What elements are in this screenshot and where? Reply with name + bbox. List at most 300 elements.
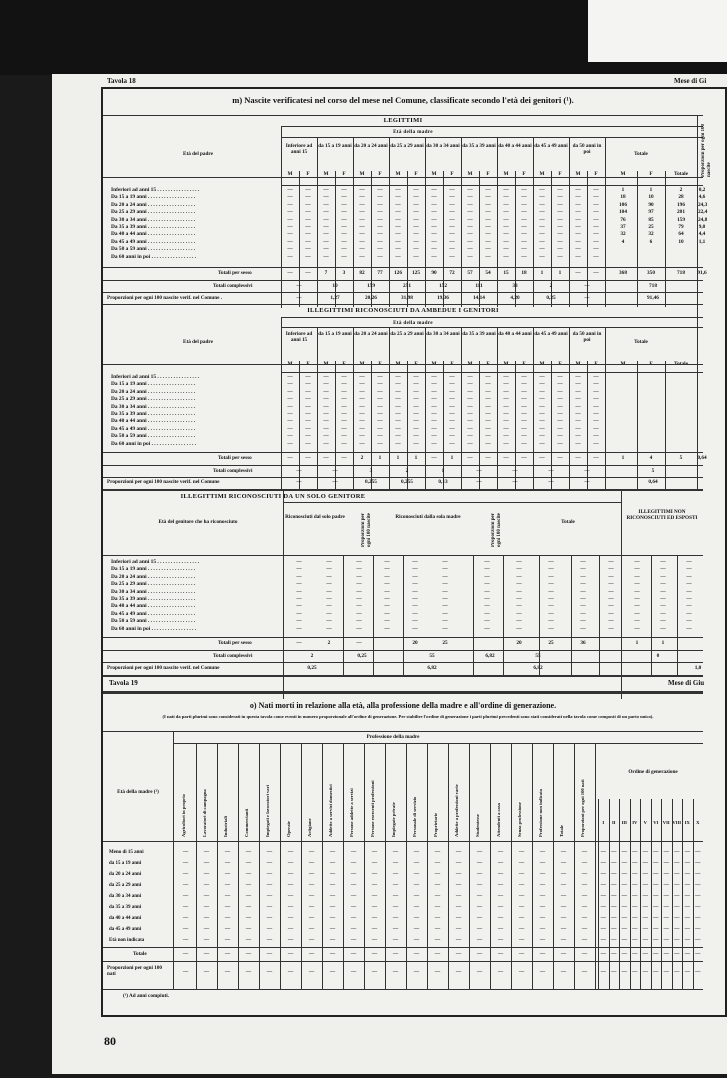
o-footnote: (¹) Ad anni compiuti.: [123, 993, 169, 999]
o-totale-row: Totale: [133, 951, 147, 957]
o-prop-cell: —: [224, 969, 231, 975]
totali-sesso-cell: 1: [378, 455, 382, 461]
proporzioni-cell: 19,36: [437, 295, 449, 301]
ordine-col-header: X: [696, 820, 700, 825]
o-prop-cell: —: [695, 969, 701, 975]
col-f-label: F: [450, 361, 454, 367]
totali-complessivi-cell: —: [332, 468, 338, 474]
o-totale-cell: —: [518, 951, 525, 957]
o-totale-cell: —: [674, 951, 680, 957]
table-cell-column: — — — — — — — — — —: [395, 187, 401, 260]
ill1-eta-madre: Età della madre: [393, 320, 433, 326]
proporzioni-cell: —: [296, 479, 302, 485]
col-m-label: M: [287, 361, 293, 367]
ill1-eta-padre: Età del padre: [183, 339, 213, 345]
o-cell-column: — — — — — — — — —: [476, 849, 483, 943]
age-col-header: da 50 anni in poi: [572, 143, 602, 155]
table-cell-column: — — — — — — — — — —: [323, 374, 329, 447]
o-totale-cell: —: [224, 951, 231, 957]
totali-sesso-label: Totali per sesso: [218, 270, 252, 276]
professione-col-header: Attendenti a casa: [496, 803, 501, 837]
col-f-label: F: [306, 171, 310, 177]
table-cell-column: — — — — — — — — — —: [359, 187, 365, 260]
col-f-label: F: [306, 361, 310, 367]
professione-col-header: Professione non indicata: [538, 789, 543, 837]
o-totale-cell: —: [413, 951, 420, 957]
totali-sesso-cell: 90: [431, 270, 437, 276]
table-cell-column: — — — — — — — — — —: [449, 187, 455, 260]
ordine-col-header: V: [643, 820, 647, 825]
o-totale-cell: —: [287, 951, 294, 957]
table-cell-column: — — — — — — — — — —: [593, 187, 599, 260]
ordine-header: Ordine di generazione: [628, 769, 678, 775]
totali-complessivi-cell: —: [296, 283, 302, 289]
col-f-label: F: [558, 171, 562, 177]
o-prop-cell: —: [434, 969, 441, 975]
proporzioni-cell: 91,46: [647, 295, 659, 301]
o-prop-cell: —: [600, 969, 606, 975]
o-totale-cell: —: [560, 951, 567, 957]
o-cell-column: — — — — — — — — —: [581, 849, 588, 943]
ordine-col-header: III: [621, 820, 627, 825]
ordine-col-header: VII: [662, 820, 670, 825]
legittimi-header: LEGITTIMI: [383, 117, 423, 124]
ill2-cell-column: — — — — — — — — — —: [484, 559, 490, 632]
age-col-header: da 15 a 19 anni: [318, 143, 352, 149]
professione-col-header: Proprietarie: [433, 812, 438, 837]
professione-col-header: Persone esercenti professioni: [370, 780, 375, 837]
ill1-totali-complessivi: Totali complessivi: [213, 468, 253, 474]
age-col-header: da 40 a 44 anni: [498, 331, 532, 337]
totali-sesso-cell: 350: [647, 270, 655, 276]
professione-col-header: Persone addette a servizi: [349, 788, 354, 837]
col-m-label: M: [539, 171, 545, 177]
ordine-col-header: I: [602, 820, 605, 825]
ill2-proporzioni-cell: 1,0: [694, 665, 702, 671]
table-cell-column: — — — — — — — — — —: [467, 187, 473, 260]
professione-col-header: Agricoltori in proprio: [181, 794, 186, 837]
o-prop-cell: —: [621, 969, 627, 975]
tot-t-label: Totale: [674, 361, 688, 367]
proporzioni-cell: —: [584, 295, 590, 301]
o-cell-column: — — — — — — — — —: [308, 849, 315, 943]
o-prop-cell: —: [392, 969, 399, 975]
o-totale-cell: —: [663, 951, 669, 957]
age-col-header: da 45 a 49 anni: [534, 143, 568, 149]
age-col-header: da 30 a 34 anni: [426, 143, 460, 149]
col-f-label: F: [486, 171, 490, 177]
o-prop-cell: —: [182, 969, 189, 975]
ill2-totali-sesso: Totali per sesso: [218, 640, 252, 646]
totali-complessivi-label: Totali complessivi: [213, 283, 253, 289]
proporzioni-cell: 0,255: [401, 479, 413, 485]
ill2-rows: Inferiori ad anni 15 . . . . . . . . . . . . . . . . Da 15 a 19 anni . . . . . . . . . . . . . . . . . . Da 20 a 24 anni . . . . . . . . . . . . . . . . . . Da 25 a 29 anni . . . . . . . . . . . . . . . . . . Da 30 a 34 anni . . . . . . . . . . . . . . . . . . Da 35 a 39 anni . . . . . . . . . . . . . . . . . . Da 40 a 44 anni . . . . . . . . . . . . . . . . . . Da 45 a 49 anni . . . . . . . . . . . . . . . . . . Da 50 a 59 anni . . . . . . . . . . . . . . . . . . Da 60 anni in poi . . . . . . . . . . . . . . . . .: [111, 559, 200, 632]
o-prop-cell: —: [581, 969, 588, 975]
ill2-sesso-cell: —: [356, 640, 362, 646]
o-prop-cell: —: [287, 969, 294, 975]
ill2-proporzioni-cell: 0,25: [307, 665, 317, 671]
ill2-cell-column: — — — — — — — — — —: [412, 559, 418, 632]
tot-t-label: Totale: [674, 171, 688, 177]
age-col-header: da 45 a 49 anni: [534, 331, 568, 337]
o-totale-cell: —: [497, 951, 504, 957]
o-cell-column: — — — — — — — — —: [518, 849, 525, 943]
age-col-header: da 35 a 39 anni: [462, 331, 496, 337]
o-prop-cell: —: [684, 969, 690, 975]
age-col-header: da 50 anni in poi: [572, 331, 602, 343]
professione-col-header: Impiegate private: [391, 802, 396, 837]
col-m-label: M: [359, 361, 365, 367]
totale-header: Totale: [634, 151, 648, 157]
o-totale-cell: —: [329, 951, 336, 957]
o-cell-column: — — — — — — — — —: [434, 849, 441, 943]
table-cell-column: — — — — — — — — — —: [485, 187, 491, 260]
o-cell-column: — — — — — — — — —: [539, 849, 546, 943]
ill2-sesso-cell: 25: [548, 640, 554, 646]
professione-col-header: Operaie: [286, 821, 291, 837]
o-prop-cell: —: [497, 969, 504, 975]
tot-t-values: 2 28 196 201 159 79 64 10: [677, 187, 685, 245]
ordine-col-header: IV: [632, 820, 638, 825]
totali-sesso-cell: 77: [377, 270, 383, 276]
totali-complessivi-cell: —: [512, 468, 518, 474]
totali-complessivi-cell: 10: [332, 283, 338, 289]
ill2-prop-madre: Proporzioni per ogni 100 nascite: [491, 513, 502, 547]
o-cell-column: — — — — — — — — —: [329, 849, 336, 943]
o-cell-column: — — — — — — — — —: [663, 849, 669, 943]
o-prop-cell: —: [653, 969, 659, 975]
o-prop-cell: —: [560, 969, 567, 975]
table-cell-column: — — — — — — — — — —: [521, 187, 527, 260]
o-cell-column: — — — — — — — — —: [600, 849, 606, 943]
totali-sesso-cell: —: [467, 455, 473, 461]
age-col-header: da 20 a 24 anni: [354, 143, 388, 149]
ill2-cell-column: — — — — — — — — — —: [356, 559, 362, 632]
professione-col-header: Artigiane: [307, 818, 312, 837]
professione-col-header: Studentesse: [475, 814, 480, 837]
totali-complessivi-cell: —: [296, 468, 302, 474]
table-cell-column: — — — — — — — — — —: [557, 374, 563, 447]
o-cell-column: — — — — — — — — —: [413, 849, 420, 943]
eta-madre-header: Età della madre: [393, 129, 433, 135]
proporzioni-cell: —: [548, 479, 554, 485]
col-f-label: F: [594, 361, 598, 367]
month-top: Mese di Gi: [674, 77, 707, 85]
o-cell-column: — — — — — — — — —: [371, 849, 378, 943]
professione-col-header: Senza professione: [517, 802, 522, 837]
table-cell-column: — — — — — — — — — —: [539, 187, 545, 260]
totali-sesso-cell: 368: [619, 270, 627, 276]
o-totale-cell: —: [392, 951, 399, 957]
tot-pct-values: 0,2 4,6 24,3 22,4 24,8 9,0 4,4 1,1: [698, 187, 708, 245]
ill2-sesso-cell: 36: [580, 640, 586, 646]
section-m-rows: Inferiori ad anni 15 . . . . . . . . . . . . . . . . Da 15 a 19 anni . . . . . . . . . . . . . . . . . . Da 20 a 24 anni . . . . . . . . . . . . . . . . . . Da 25 a 29 anni . . . . . . . . . . . . . . . . . . Da 30 a 34 anni . . . . . . . . . . . . . . . . . . Da 35 a 39 anni . . . . . . . . . . . . . . . . . . Da 40 a 44 anni . . . . . . . . . . . . . . . . . . Da 45 a 49 anni . . . . . . . . . . . . . . . . . . Da 50 a 59 anni . . . . . . . . . . . . . . . . . . Da 60 anni in poi . . . . . . . . . . . . . . . . .: [111, 187, 200, 260]
col-m-label: M: [467, 361, 473, 367]
tot-m-label: M: [620, 361, 626, 367]
ill2-riconosciuti-padre: Riconosciuti dal solo padre: [285, 514, 345, 520]
col-m-label: M: [323, 171, 329, 177]
table-cell-column: — — — — — — — — — —: [323, 187, 329, 260]
col-m-label: M: [503, 361, 509, 367]
table-cell-column: — — — — — — — — — —: [359, 374, 365, 447]
ill2-cell-column: — — — — — — — — — —: [442, 559, 448, 632]
o-cell-column: — — — — — — — — —: [203, 849, 210, 943]
totali-sesso-cell: 1: [414, 455, 418, 461]
ill2-sesso-cell: 1: [661, 640, 665, 646]
totali-complessivi-cell: —: [584, 468, 590, 474]
totali-complessivi-cell: 5: [651, 468, 655, 474]
o-prop-cell: —: [308, 969, 315, 975]
o-prop-cell: —: [371, 969, 378, 975]
proporzioni-cell: —: [512, 479, 518, 485]
col-f-label: F: [342, 361, 346, 367]
o-totale-cell: —: [581, 951, 588, 957]
ill2-proporzioni-cell: 6,82: [427, 665, 437, 671]
proporzioni-cell: 20,26: [365, 295, 377, 301]
totali-sesso-cell: —: [323, 455, 329, 461]
col-m-label: M: [503, 171, 509, 177]
totali-complessivi-cell: —: [476, 468, 482, 474]
o-cell-column: — — — — — — — — —: [674, 849, 680, 943]
table-cell-column: — — — — — — — — — —: [485, 374, 491, 447]
page-number: 80: [104, 1034, 116, 1048]
proporzioni-cell: —: [584, 479, 590, 485]
tot-m-values: 1 18 106 104 76 37 32 4: [619, 187, 627, 245]
proporzioni-col-header: Proporzioni per ogni 100 nascite: [701, 123, 712, 177]
totali-sesso-cell: 5: [679, 455, 683, 461]
col-m-label: M: [323, 361, 329, 367]
totali-sesso-cell: 72: [449, 270, 455, 276]
o-cell-column: — — — — — — — — —: [497, 849, 504, 943]
table-cell-column: — — — — — — — — — —: [431, 187, 437, 260]
o-prop-cell: —: [632, 969, 638, 975]
totali-complessivi-cell: —: [584, 283, 590, 289]
table-cell-column: — — — — — — — — — —: [503, 374, 509, 447]
o-totale-cell: —: [203, 951, 210, 957]
table-cell-column: — — — — — — — — — —: [287, 187, 293, 260]
o-totale-cell: —: [371, 951, 378, 957]
o-totale-cell: —: [539, 951, 546, 957]
ill2-cell-column: — — — — — — — — — —: [326, 559, 332, 632]
o-prop-cell: —: [674, 969, 680, 975]
table-cell-column: — — — — — — — — — —: [575, 374, 581, 447]
professione-col-header: Industriali: [223, 816, 228, 837]
o-totale-cell: —: [611, 951, 617, 957]
ill1-rows: Inferiori ad anni 15 . . . . . . . . . . . . . . . . Da 15 a 19 anni . . . . . . . . . . . . . . . . . . Da 20 a 24 anni . . . . . . . . . . . . . . . . . . Da 25 a 29 anni . . . . . . . . . . . . . . . . . . Da 30 a 34 anni . . . . . . . . . . . . . . . . . . Da 35 a 39 anni . . . . . . . . . . . . . . . . . . Da 40 a 44 anni . . . . . . . . . . . . . . . . . . Da 45 a 49 anni . . . . . . . . . . . . . . . . . . Da 50 a 59 anni . . . . . . . . . . . . . . . . . . Da 60 anni in poi . . . . . . . . . . . . . . . . .: [111, 374, 200, 447]
month-bottom: Mese di Giu: [668, 679, 705, 687]
col-m-label: M: [575, 171, 581, 177]
o-prop-cell: —: [642, 969, 648, 975]
tot-m-label: M: [620, 171, 626, 177]
ill2-complessivi-cell: 55: [429, 653, 435, 659]
o-cell-column: — — — — — — — — —: [653, 849, 659, 943]
table-cell-column: — — — — — — — — — —: [395, 374, 401, 447]
table-cell-column: — — — — — — — — — —: [521, 374, 527, 447]
o-cell-column: — — — — — — — — —: [245, 849, 252, 943]
ill2-sesso-cell: 1: [635, 640, 639, 646]
totali-sesso-cell: —: [575, 270, 581, 276]
eta-padre-header: Età del padre: [183, 151, 213, 157]
totali-complessivi-cell: 251: [403, 283, 411, 289]
professione-header: Professione della madre: [366, 734, 420, 740]
tot-f-label: F: [649, 361, 653, 367]
totali-sesso-cell: —: [593, 455, 599, 461]
o-totale-cell: —: [642, 951, 648, 957]
ill2-sesso-cell: —: [296, 640, 302, 646]
o-totale-cell: —: [600, 951, 606, 957]
table-cell-column: — — — — — — — — — —: [431, 374, 437, 447]
ill2-proporzioni: Proporzioni per ogni 100 nascite verif. nel Comune: [107, 665, 220, 671]
scan-corner: [588, 0, 727, 62]
o-totale-cell: —: [350, 951, 357, 957]
o-totale-cell: —: [621, 951, 627, 957]
ill2-title: ILLEGITTIMI RICONOSCIUTI DA UN SOLO GENITORE: [180, 493, 366, 500]
col-f-label: F: [558, 361, 562, 367]
age-col-header: da 15 a 19 anni: [318, 331, 352, 337]
o-cell-column: — — — — — — — — —: [224, 849, 231, 943]
age-col-header: da 20 a 24 anni: [354, 331, 388, 337]
o-cell-column: — — — — — — — — —: [266, 849, 273, 943]
totali-sesso-cell: —: [431, 455, 437, 461]
col-m-label: M: [287, 171, 293, 177]
totali-sesso-cell: —: [521, 455, 527, 461]
o-totale-cell: —: [632, 951, 638, 957]
o-cell-column: — — — — — — — — —: [560, 849, 567, 943]
totali-sesso-cell: —: [485, 455, 491, 461]
col-f-label: F: [486, 361, 490, 367]
table-cell-column: — — — — — — — — — —: [413, 187, 419, 260]
section-o-note: (I nati da parti plurimi sono considerati in questa tavola come eventi in numero proporzionale all'ordine di generazione. Per stabilire l'ordine di generazione i parti plurimi precedenti sono stati considerati nella tavola come composti di un parto unico).: [162, 714, 654, 719]
table-cell-column: — — — — — — — — — —: [287, 374, 293, 447]
table-cell-column: — — — — — — — — — —: [305, 187, 311, 260]
totali-complessivi-cell: 1: [441, 468, 445, 474]
o-totale-cell: —: [653, 951, 659, 957]
totali-sesso-cell: —: [503, 455, 509, 461]
col-f-label: F: [414, 171, 418, 177]
col-m-label: M: [431, 171, 437, 177]
ill2-proporzioni-cell: 6,82: [533, 665, 543, 671]
o-cell-column: — — — — — — — — —: [392, 849, 399, 943]
totali-sesso-cell: 18: [521, 270, 527, 276]
ill2-riconosciuti-madre: Riconosciuti dalla sola madre: [395, 514, 461, 520]
totali-sesso-cell: —: [305, 455, 311, 461]
section-m-title: m) Nascite verificatesi nel corso del mese nel Comune, classificate secondo l'età dei genitori (¹).: [232, 95, 574, 105]
totali-sesso-cell: —: [341, 455, 347, 461]
proporzioni-row-label: Proporzioni per ogni 100 nascite verif. nel Comune .: [107, 295, 223, 301]
ill2-complessivi-cell: 0: [656, 653, 660, 659]
o-prop-cell: —: [329, 969, 336, 975]
professione-col-header: Addette a servizi domestici: [328, 784, 333, 837]
totali-sesso-cell: 1: [396, 455, 400, 461]
totali-sesso-cell: 1: [540, 270, 544, 276]
ordine-col-header: IX: [684, 820, 690, 825]
o-prop-cell: —: [203, 969, 210, 975]
o-prop-cell: —: [611, 969, 617, 975]
proporzioni-cell: —: [332, 479, 338, 485]
age-col-header: Inferiore ad anni 15: [285, 143, 313, 155]
ill2-complessivi-cell: 6,82: [485, 653, 495, 659]
o-cell-column: — — — — — — — — —: [684, 849, 690, 943]
o-cell-column: — — — — — — — — —: [632, 849, 638, 943]
totali-sesso-cell: 57: [467, 270, 473, 276]
ill2-cell-column: — — — — — — — — — —: [686, 559, 692, 632]
ill1-proporzioni: Proporzioni per ogni 100 nascite verif. nel Comune: [107, 479, 220, 485]
table-cell-column: — — — — — — — — — —: [341, 374, 347, 447]
table-cell-column: — — — — — — — — — —: [341, 187, 347, 260]
professione-col-header: Personale di servizio: [412, 796, 417, 837]
professione-col-header: Commercianti: [244, 808, 249, 837]
totali-complessivi-cell: 152: [439, 283, 447, 289]
o-cell-column: — — — — — — — — —: [287, 849, 294, 943]
o-prop-cell: —: [476, 969, 483, 975]
proporzioni-cell: 0,25: [546, 295, 556, 301]
o-totale-cell: —: [455, 951, 462, 957]
tot-f-label: F: [649, 171, 653, 177]
o-prop-cell: —: [455, 969, 462, 975]
totali-sesso-cell: 1: [621, 455, 625, 461]
ill2-cell-column: — — — — — — — — — —: [634, 559, 640, 632]
o-totale-cell: —: [245, 951, 252, 957]
totali-sesso-cell: 126: [394, 270, 402, 276]
ill2-complessivi-cell: 55: [535, 653, 541, 659]
totali-sesso-cell: —: [287, 270, 293, 276]
ill2-cell-column: — — — — — — — — — —: [580, 559, 586, 632]
col-f-label: F: [378, 361, 382, 367]
ill1-totali-sesso: Totali per sesso: [218, 455, 252, 461]
ordine-col-header: VI: [653, 820, 659, 825]
table-cell-column: — — — — — — — — — —: [539, 374, 545, 447]
totali-sesso-cell: 3: [342, 270, 346, 276]
totali-sesso-cell: —: [287, 455, 293, 461]
section-o-rows: Meno di 15 anni da 15 a 19 anni da 20 a 24 anni da 25 a 29 anni da 30 a 34 anni da 35 a 39 anni da 40 a 44 anni da 45 a 49 anni Età non indicata: [109, 850, 145, 943]
ill1-title: ILLEGITTIMI RICONOSCIUTI DA AMBEDUE I GENITORI: [307, 307, 499, 314]
o-totale-cell: —: [684, 951, 690, 957]
col-f-label: F: [594, 171, 598, 177]
ill2-prop-padre: Proporzioni per ogni 100 nascite: [361, 513, 372, 547]
o-totale-cell: —: [434, 951, 441, 957]
table-cell-column: — — — — — — — — — —: [377, 374, 383, 447]
proporzioni-cell: 0,13: [438, 479, 448, 485]
totali-complessivi-cell: 33: [512, 283, 518, 289]
age-col-header: Inferiore ad anni 15: [285, 331, 313, 343]
col-f-label: F: [414, 361, 418, 367]
col-f-label: F: [522, 171, 526, 177]
o-totale-cell: —: [308, 951, 315, 957]
totali-sesso-cell: 0,64: [697, 455, 707, 461]
proporzioni-cell: 14,14: [473, 295, 485, 301]
proporzioni-cell: —: [296, 295, 302, 301]
totali-sesso-cell: 1: [558, 270, 562, 276]
professione-col-header: Addette a professioni varie: [454, 784, 459, 837]
totali-complessivi-cell: 111: [475, 283, 483, 289]
o-totale-cell: —: [695, 951, 701, 957]
o-totale-cell: —: [266, 951, 273, 957]
totali-complessivi-cell: 718: [649, 283, 657, 289]
totali-sesso-cell: —: [575, 455, 581, 461]
ordine-col-header: VIII: [672, 820, 682, 825]
ill2-eta-genitore: Età del genitore che ha riconosciuto: [158, 519, 238, 525]
table-number-bottom: Tavola 19: [109, 679, 138, 687]
table-cell-column: — — — — — — — — — —: [557, 187, 563, 260]
totali-complessivi-cell: 2: [549, 283, 553, 289]
ill2-cell-column: — — — — — — — — — —: [608, 559, 614, 632]
col-m-label: M: [431, 361, 437, 367]
totali-sesso-cell: 54: [485, 270, 491, 276]
o-cell-column: — — — — — — — — —: [455, 849, 462, 943]
table-cell-column: — — — — — — — — — —: [449, 374, 455, 447]
age-col-header: da 40 a 44 anni: [498, 143, 532, 149]
col-m-label: M: [575, 361, 581, 367]
